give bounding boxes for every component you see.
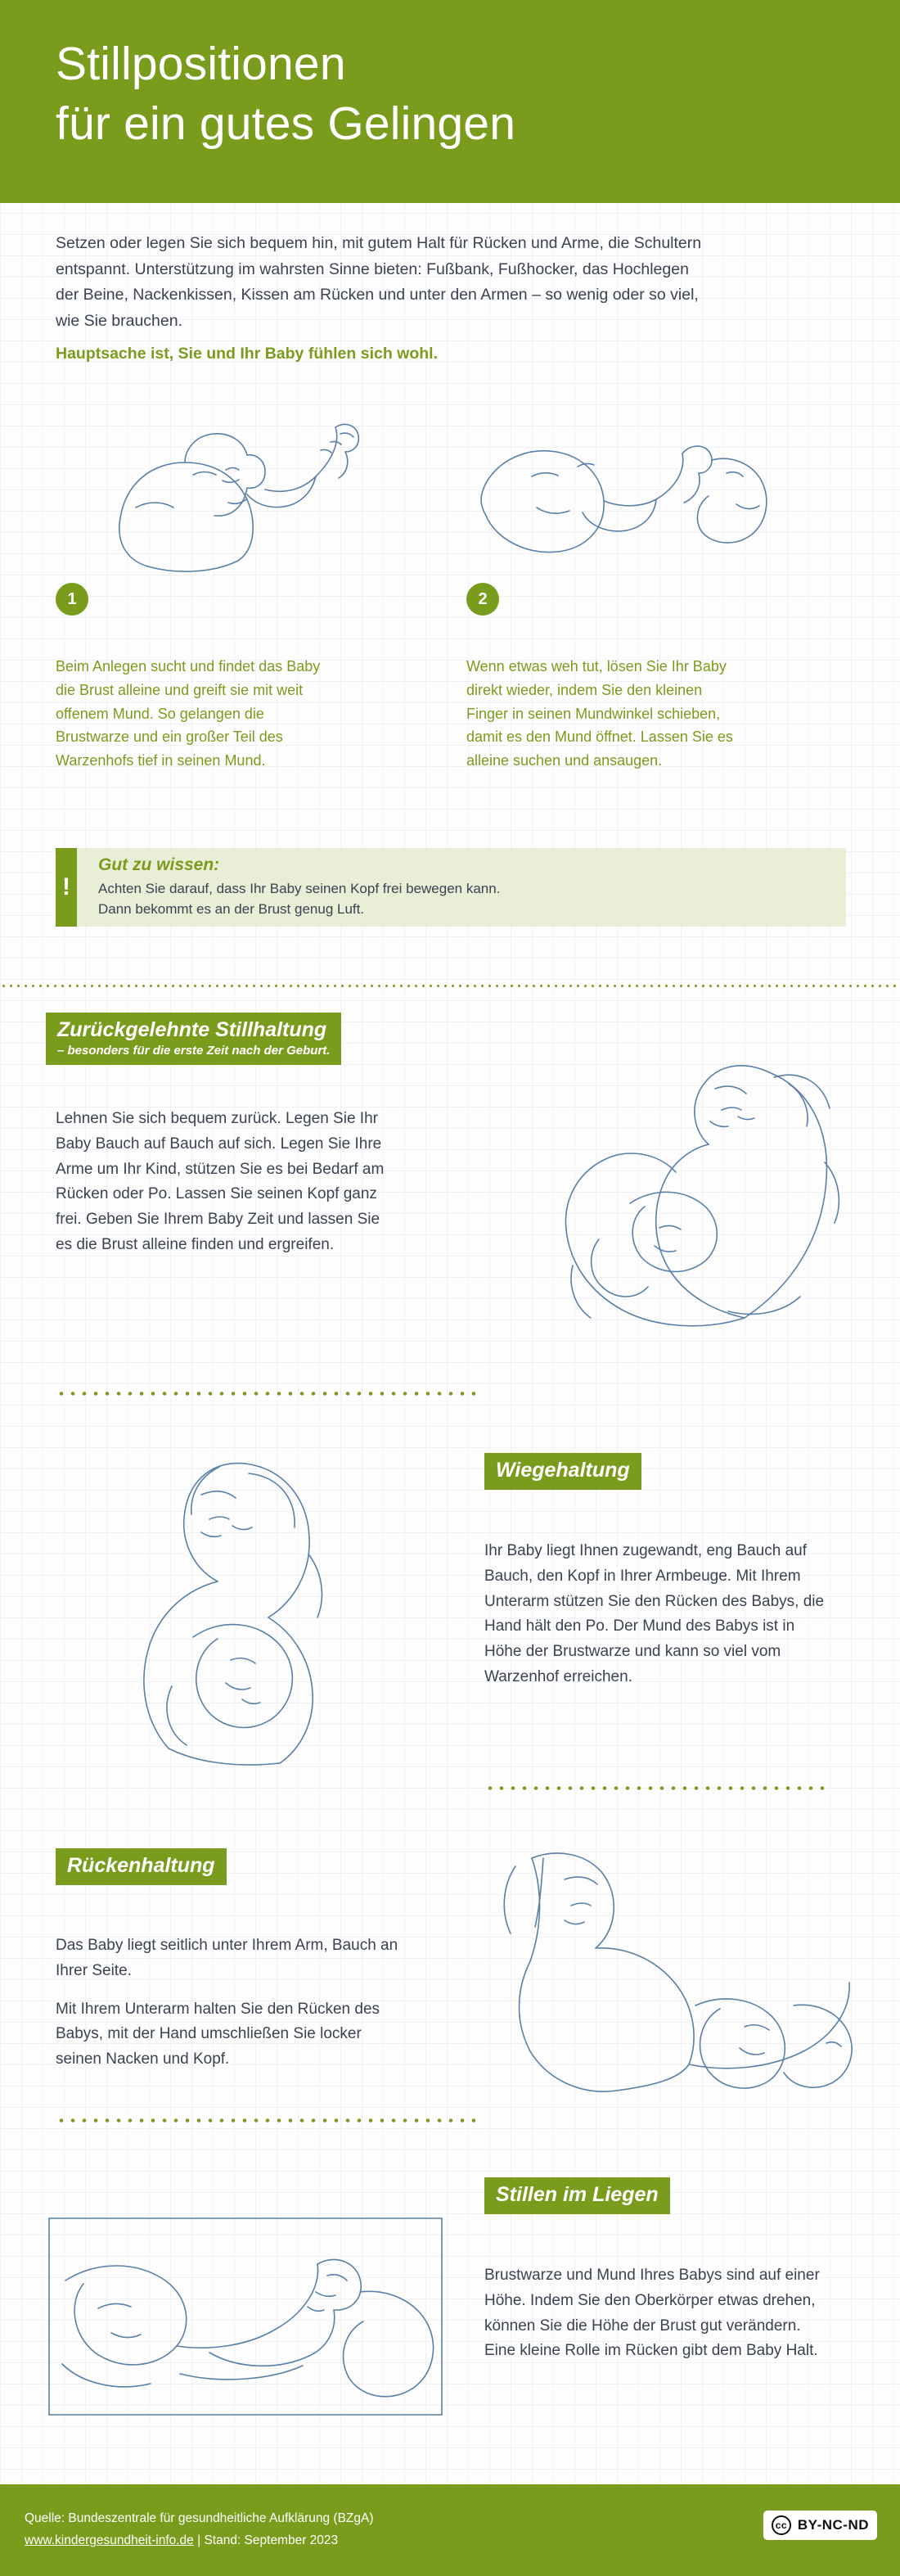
step-badge-1: 1 [56,583,88,616]
footer-source-line1: Quelle: Bundeszentrale für gesundheitliche Aufklärung (BZgA) [25,2511,374,2525]
divider-after-laid-back [56,1392,481,1396]
position-body-laid-back [56,1107,399,1258]
position-title-laid-back [46,1013,341,1065]
creative-commons-badge [763,2511,877,2540]
position-body-text-1: Lehnen Sie sich bequem zurück. Legen Sie Ihr Baby Bauch auf Bauch auf sich. Legen Sie Ihre Arme um Ihr Kind, stützen Sie es bei Bedarf am Rücken oder Po. Lassen Sie seinen Kopf ganz frei. Geben Sie Ihrem Baby Zeit und lassen Sie es die Brust alleine finden und ergreifen. [56,1110,385,1253]
cradle-hold-illustration [49,1441,434,1768]
position-subtitle-text-1: – besonders für die erste Zeit nach der Geburt. [57,1044,331,1058]
side-lying-illustration [33,2169,458,2456]
intro-highlight: Hauptsache ist, Sie und Ihr Baby fühlen sich wohl. [56,345,438,363]
position-title-football [56,1848,227,1885]
cc-license-label: BY-NC-ND [797,2517,869,2533]
page-title [56,34,900,154]
exclamation-icon: ! [62,873,70,900]
good-to-know-line2: Dann bekommt es an der Brust genug Luft. [98,900,365,917]
good-to-know-title: Gut zu wissen: [98,855,220,874]
section-divider-top [0,985,900,987]
position-title-text-2: Wiegehaltung [496,1459,630,1482]
page-title-line2: für ein gutes Gelingen [56,97,516,150]
position-title-text-4: Stillen im Liegen [496,2183,659,2206]
footer-source [25,2507,374,2551]
step-text-1: Beim Anlegen sucht und findet das Baby die Brust alleine und greift sie mit weit offenem Mund. So gelangen die Brustwarze und ein großer Teil des Warzenhofs tief in seinen Mund. [56,658,321,769]
page-title-line1: Stillpositionen [56,38,346,90]
divider-after-cradle [484,1786,828,1790]
finger-release-illustration [466,385,794,581]
good-to-know-line1: Achten Sie darauf, dass Ihr Baby seinen Kopf frei bewegen kann. [98,880,501,896]
position-body-text-3b: Mit Ihrem Unterarm halten Sie den Rücken des Babys, mit der Hand umschließen Sie locker seinen Nacken und Kopf. [56,2000,380,2068]
baby-latching-illustration [70,385,398,581]
football-hold-illustration [434,1842,867,2112]
position-body-text-4: Brustwarze und Mund Ihres Babys sind auf einer Höhe. Indem Sie den Oberkörper etwas drehen, können Sie die Höhe der Brust gut verändern. Eine kleine Rolle im Rücken gibt dem Baby Halt. [484,2267,820,2360]
position-title-cradle [484,1453,641,1490]
page-footer [0,2484,900,2576]
position-body-text-3a: Das Baby liegt seitlich unter Ihrem Arm, Bauch an Ihrer Seite. [56,1937,398,1979]
position-body-text-2: Ihr Baby liegt Ihnen zugewandt, eng Bauch auf Bauch, den Kopf in Ihrer Armbeuge. Mit Ihrem Unterarm stützen Sie den Rücken des Babys, die Hand hält den Po. Der Mund des Babys ist in Höhe der Brustwarze und kann so viel vom Warzenhof erreichen. [484,1542,825,1685]
step-text-2: Wenn etwas weh tut, lösen Sie Ihr Baby direkt wieder, indem Sie den kleinen Finger in seinen Mundwinkel schieben, damit es den Mund öffnet. Lassen Sie es alleine suchen und ansaugen. [466,658,733,769]
footer-url[interactable]: www.kindergesundheit-info.de [25,2533,194,2548]
position-title-text-1: Zurückgelehnte Stillhaltung [57,1018,327,1041]
intro-text: Setzen oder legen Sie sich bequem hin, mit gutem Halt für Rücken und Arme, die Schultern entspannt. Unterstützung im wahrsten Sinne bieten: Fußbank, Fußhocker, das Hochlegen der Beine, Nackenkissen, Kissen am Rücken und unter den Armen – so wenig oder so viel, wie Sie brauchen. [56,234,702,330]
cc-icon: cc [772,2515,791,2535]
footer-date: | Stand: September 2023 [197,2533,339,2548]
position-title-text-3: Rückenhaltung [67,1854,215,1877]
good-to-know-box [56,848,846,927]
position-body-football [56,1933,399,2073]
position-body-cradle [484,1539,828,1690]
divider-after-football [56,2118,481,2123]
good-to-know-accent-bar [56,848,77,927]
laid-back-nursing-illustration [385,1040,859,1367]
position-body-side-lying [484,2263,828,2364]
step-badge-2: 2 [466,583,499,616]
position-title-side-lying [484,2177,670,2214]
intro-paragraph [56,231,710,368]
page-header [0,0,900,203]
